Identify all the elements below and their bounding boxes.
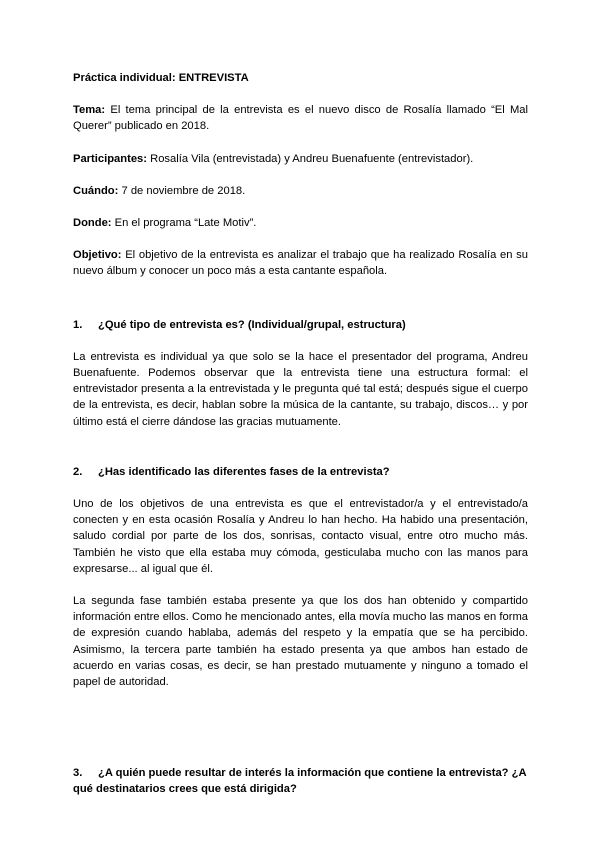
question-3-number: 3. xyxy=(73,767,83,780)
question-2-answer-paragraph-1: Uno de los objetivos de una entrevista es que el entrevistador/a y el entrevistado/a conecten y en esta ocasión Rosalía y Andreu lo han hecho. Ha habido una presentación, saludo cordial por parte de los dos, sonrisas, contacto visual, entre otro mucho más. También he visto que ella estaba muy cómoda, gesticulaba mucho con las manos para expresarse... al igual que él. xyxy=(73,498,528,575)
field-participantes-text: Rosalía Vila (entrevistada) y Andreu Buenafuente (entrevistador). xyxy=(150,152,474,165)
field-participantes xyxy=(73,151,528,167)
field-objetivo-label: Objetivo: xyxy=(73,249,122,262)
question-3-text: ¿A quién puede resultar de interés la información que contiene la entrevista? ¿A qué destinatarios crees que está dirigida? xyxy=(73,767,527,796)
question-2-number: 2. xyxy=(73,465,83,478)
document-page xyxy=(73,70,528,814)
field-tema-label: Tema: xyxy=(73,104,106,117)
field-donde xyxy=(73,215,528,231)
field-participantes-label: Participantes: xyxy=(73,152,147,165)
field-tema xyxy=(73,102,528,134)
question-3-heading xyxy=(73,765,528,797)
field-donde-text: En el programa “Late Motiv”. xyxy=(114,217,257,230)
question-1-text: ¿Qué tipo de entrevista es? (Individual/grupal, estructura) xyxy=(98,318,406,331)
question-2-heading xyxy=(73,464,528,480)
document-title: Práctica individual: ENTREVISTA xyxy=(73,72,249,84)
field-tema-text: El tema principal de la entrevista es el nuevo disco de Rosalía llamado “El Mal Querer” publicado en 2018. xyxy=(73,104,529,133)
field-cuando-text: 7 de noviembre de 2018. xyxy=(121,184,246,197)
question-2-answer-paragraph-2: La segunda fase también estaba presente ya que los dos han obtenido y compartido información entre ellos. Como he mencionado antes, ella movía mucho las manos en forma de expresión cuando hablaba, además del respeto y la empatía que se ha percibido. Asimismo, la tercera parte también ha estado presenta ya que ambos han estado de acuerdo en varias cosas, es decir, se han prestado mutuamente y ninguno a tomado el papel de autoridad. xyxy=(73,595,528,689)
field-cuando-label: Cuándo: xyxy=(73,184,119,197)
field-cuando xyxy=(73,183,528,199)
field-objetivo-text: El objetivo de la entrevista es analizar el trabajo que ha realizado Rosalía en su nuevo álbum y conocer un poco más a esta cantante española. xyxy=(73,249,528,278)
field-objetivo xyxy=(73,247,528,279)
field-donde-label: Donde: xyxy=(73,217,112,230)
question-1-answer: La entrevista es individual ya que solo se la hace el presentador del programa, Andreu Buenafuente. Podemos observar que la entrevista tiene una estructura formal: el entrevistador presenta a la entrevistada y le pregunta qué tal está; después sigue el cuerpo de la entrevista, es decir, hablan sobre la música de la cantante, su trabajo, discos… y por último está el cierre dándose las gracias mutuamente. xyxy=(73,350,528,428)
question-1-number: 1. xyxy=(73,318,83,331)
question-2-text: ¿Has identificado las diferentes fases de la entrevista? xyxy=(98,465,390,478)
question-1-heading xyxy=(73,317,528,333)
